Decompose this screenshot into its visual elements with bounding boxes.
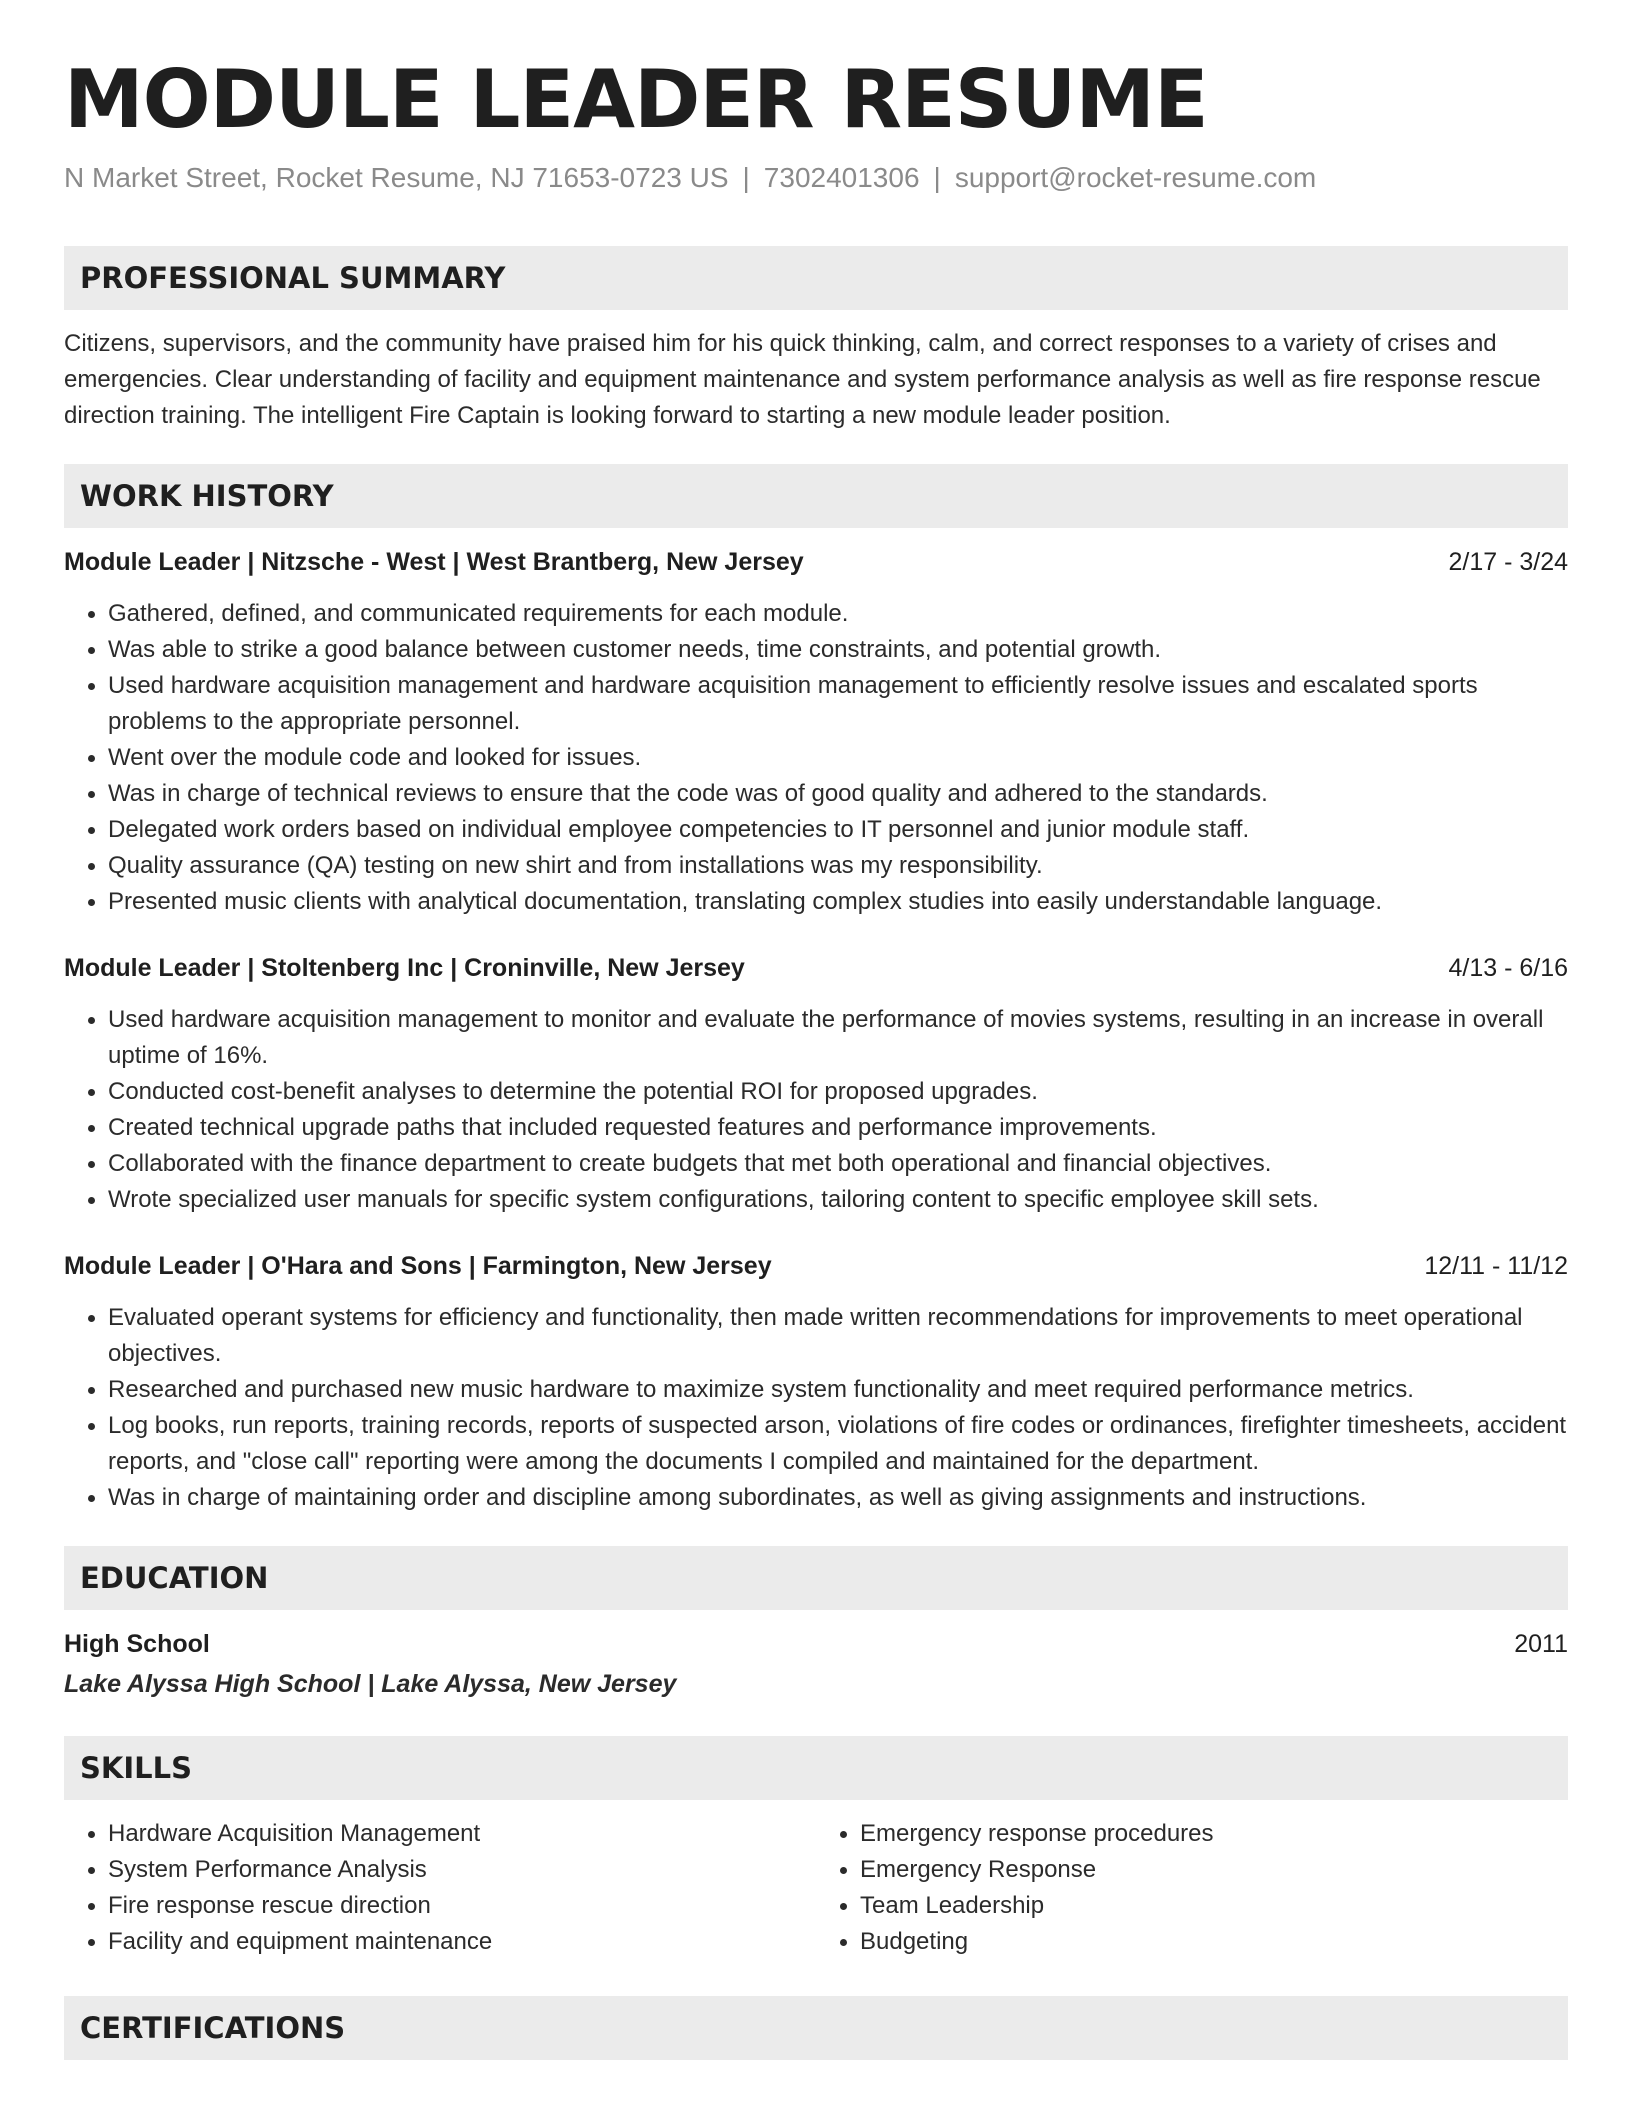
job-bullet: • Presented music clients with analytical documentation, translating complex studies into easily understandable language. xyxy=(108,884,1568,920)
section-header-work-history: WORK HISTORY xyxy=(64,464,1568,528)
job-entry xyxy=(64,950,1568,1218)
job-bullet: • Used hardware acquisition management and hardware acquisition management to efficiently resolve issues and escalated sports problems to the appropriate personnel. xyxy=(108,668,1568,740)
skill-item: • Team Leadership xyxy=(860,1888,1568,1924)
job-bullet: • Evaluated operant systems for efficiency and functionality, then made written recommendations for improvements to meet operational objectives. xyxy=(108,1300,1568,1372)
job-bullet: • Used hardware acquisition management to monitor and evaluate the performance of movies systems, resulting in an increase in overall uptime of 16%. xyxy=(108,1002,1568,1074)
job-title: Module Leader | O'Hara and Sons | Farmington, New Jersey xyxy=(64,1252,772,1280)
job-header xyxy=(64,544,1568,580)
skill-item: • Emergency Response xyxy=(860,1852,1568,1888)
job-bullet: • Quality assurance (QA) testing on new shirt and from installations was my responsibility. xyxy=(108,848,1568,884)
job-bullet: • Researched and purchased new music hardware to maximize system functionality and meet required performance metrics. xyxy=(108,1372,1568,1408)
job-bullet: • Was able to strike a good balance between customer needs, time constraints, and potential growth. xyxy=(108,632,1568,668)
contact-line xyxy=(64,160,1568,196)
section-header-certifications: CERTIFICATIONS xyxy=(64,1996,1568,2060)
skill-item: • Emergency response procedures xyxy=(860,1816,1568,1852)
job-bullet: • Was in charge of technical reviews to ensure that the code was of good quality and adhered to the standards. xyxy=(108,776,1568,812)
skill-item: • System Performance Analysis xyxy=(108,1852,816,1888)
skills-column-left xyxy=(64,1816,816,1960)
job-bullet: • Went over the module code and looked for issues. xyxy=(108,740,1568,776)
skills-list xyxy=(64,1816,1568,1960)
contact-separator: | xyxy=(742,162,750,193)
job-bullets xyxy=(64,1300,1568,1516)
job-dates: 2/17 - 3/24 xyxy=(1448,548,1568,576)
job-bullet: • Log books, run reports, training records, reports of suspected arson, violations of fire codes or ordinances, firefighter timesheets, accident reports, and "close call" reporting were among the documents I compiled and maintained for the department. xyxy=(108,1408,1568,1480)
job-dates: 4/13 - 6/16 xyxy=(1448,954,1568,982)
education-school: Lake Alyssa High School | Lake Alyssa, New Jersey xyxy=(64,1670,677,1698)
job-entry xyxy=(64,1248,1568,1516)
contact-address: N Market Street, Rocket Resume, NJ 71653-0723 US xyxy=(64,162,729,193)
skill-item: • Hardware Acquisition Management xyxy=(108,1816,816,1852)
job-header xyxy=(64,950,1568,986)
job-bullet: • Collaborated with the finance department to create budgets that met both operational and financial objectives. xyxy=(108,1146,1568,1182)
job-title: Module Leader | Stoltenberg Inc | Croninville, New Jersey xyxy=(64,954,745,982)
job-bullet: • Gathered, defined, and communicated requirements for each module. xyxy=(108,596,1568,632)
skills-bullets xyxy=(816,1816,1568,1960)
job-bullets xyxy=(64,1002,1568,1218)
skills-bullets xyxy=(64,1816,816,1960)
job-title: Module Leader | Nitzsche - West | West Brantberg, New Jersey xyxy=(64,548,804,576)
job-bullet: • Conducted cost-benefit analyses to determine the potential ROI for proposed upgrades. xyxy=(108,1074,1568,1110)
contact-phone: 7302401306 xyxy=(763,162,920,193)
job-bullet: • Was in charge of maintaining order and discipline among subordinates, as well as giving assignments and instructions. xyxy=(108,1480,1568,1516)
job-dates: 12/11 - 11/12 xyxy=(1424,1252,1568,1280)
skill-item: • Fire response rescue direction xyxy=(108,1888,816,1924)
section-header-skills: SKILLS xyxy=(64,1736,1568,1800)
resume-page xyxy=(64,52,1568,2060)
job-entry xyxy=(64,544,1568,920)
job-bullet: • Wrote specialized user manuals for specific system configurations, tailoring content to specific employee skill sets. xyxy=(108,1182,1568,1218)
contact-separator: | xyxy=(933,162,941,193)
job-bullet: • Created technical upgrade paths that included requested features and performance improvements. xyxy=(108,1110,1568,1146)
skill-item: • Budgeting xyxy=(860,1924,1568,1960)
job-bullets xyxy=(64,596,1568,920)
contact-email: support@rocket-resume.com xyxy=(954,162,1317,193)
education-year: 2011 xyxy=(1514,1630,1568,1658)
section-header-education: EDUCATION xyxy=(64,1546,1568,1610)
skill-item: • Facility and equipment maintenance xyxy=(108,1924,816,1960)
skills-column-right xyxy=(816,1816,1568,1960)
resume-title: MODULE LEADER RESUME xyxy=(64,53,1208,146)
education-degree: High School xyxy=(64,1630,210,1658)
summary-text: Citizens, supervisors, and the community have praised him for his quick thinking, calm, and correct responses to a variety of crises and emergencies. Clear understanding of facility and equipment maintenance and system performance analysis as well as fire response rescue direction training. The intelligent Fire Captain is looking forward to starting a new module leader position. xyxy=(64,330,1541,429)
section-header-summary: PROFESSIONAL SUMMARY xyxy=(64,246,1568,310)
job-header xyxy=(64,1248,1568,1284)
education-header xyxy=(64,1626,1568,1662)
job-bullet: • Delegated work orders based on individual employee competencies to IT personnel and junior module staff. xyxy=(108,812,1568,848)
